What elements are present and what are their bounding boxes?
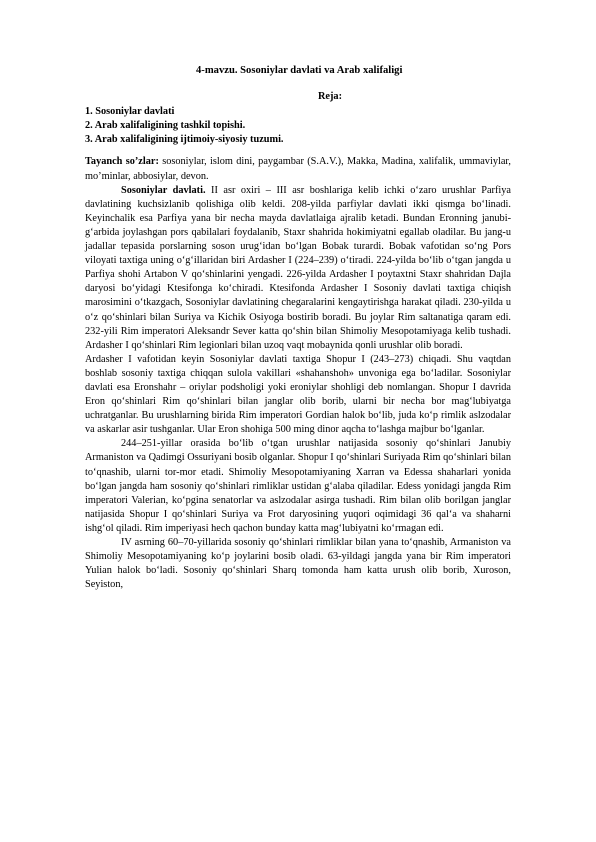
- plan-item: 2. Arab xalifaligining tashkil topishi.: [85, 120, 246, 132]
- body-paragraph: [85, 536, 511, 592]
- paragraph-text: IV asrning 60–70-yillarida sosoniy qo‘shinlari rimliklar bilan yana to‘qnashib, Armaniston va Shimoliy Mesopotamiyaning ko‘p joylarini bosib oladi. 63-yildagi jangda yana bir Rim imperatori Yulian halok bo‘ladi. Sosoniy qo‘shinlari Sharq tomonda ham katta urush olib borib, Xuroson, Seyiston,: [85, 537, 511, 591]
- body-paragraph: [85, 184, 511, 353]
- body-paragraph: [85, 353, 511, 438]
- keywords-text: sosoniylar, islom dini, paygambar (S.A.V.), Makka, Madina, xalifalik, ummaviylar, mo’minlar, abbosiylar, devon.: [85, 156, 511, 182]
- keywords-label: Tayanch so’zlar:: [85, 156, 159, 168]
- plan-item: 3. Arab xalifaligining ijtimoiy-siyosiy tuzumi.: [85, 134, 284, 146]
- plan-item: 1. Sosoniylar davlati: [85, 106, 175, 118]
- paragraph-text: Ardasher I vafotidan keyin Sosoniylar davlati taxtiga Shopur I (243–273) chiqadi. Shu vaqtdan boshlab sosoniy taxtiga chiqqan sulola vakillari «shahanshoh» unvoniga ega bo‘ladilar. Sosoniylar davlati esa Eronshahr – oriylar podsholigi yoki eroniylar shohligi deb nomlangan. Shopur I davrida Eron qo‘shinlari Rim qo‘shinlari bilan janglar olib borib, ularni bir necha bor mag‘lubiyatga uchratganlar. Bu urushlarning birida Rim imperatori Gordian halok bo‘lib, juda ko‘p rimlik aslzodalar va askarlar asir tushganlar. Ular Eron shohiga 500 ming dinor aqcha to‘lashga majbur bo‘lganlar.: [85, 353, 511, 436]
- section-lead: Sosoniylar davlati.: [121, 184, 206, 196]
- paragraph-text: 244–251-yillar orasida bo‘lib o‘tgan urushlar natijasida sosoniy qo‘shinlari Janubiy Armaniston va Qadimgi Ossuriyani bosib olganlar. Shopur I qo‘shinlari Suriyada Rim qo‘shinlari bilan to‘qnashib, ularni tor-mor etadi. Shimoliy Mesopotamiyaning Xarran va Edessa shaharlari yonida bo‘lgan jangda ham sosoniy qo‘shinlari rimliklar ustidan g‘alaba qiladilar. Edess yonidagi jangda Rim imperatori Valerian, ko‘pgina senatorlar va aslzodalar asirga tushadi. Rim bilan olib borilgan janglar natijasida Shopur I qo‘shinlari Suriya va Frot daryosining yuqori oqimidagi 36 qal‘a va shaharni ishg‘ol qiladi. Rim imperiyasi hech qachon bunday katta mag‘lubiyatni ko‘rmagan edi.: [85, 438, 511, 534]
- keywords-paragraph: [85, 155, 511, 183]
- body-paragraph: [85, 437, 511, 536]
- plan-list: [85, 105, 511, 147]
- document-title: 4-mavzu. Sosoniylar davlati va Arab xalifaligi: [196, 65, 403, 76]
- plan-heading: Reja:: [318, 91, 343, 103]
- paragraph-text: II asr oxiri – III asr boshlariga kelib ichki o‘zaro urushlar Parfiya davlatining kuchsizlanib qolishiga olib keldi. 208-yilda parfiylar davlati ikki qismga bo‘linadi. Keyinchalik esa Parfiya yana bir necha mayda davlatlaiga ajralib ketadi. Bundan Eronning janubi-g‘arbida joylashgan pors qabilalari foydalanib, Staxr shahrida hokimiyatni egallab oladilar. Bu jang-u jadallar tepasida porslarning soson urug‘idan bo‘lgan Bobak turardi. Bobak vafotidan so‘ng Pors viloyati taxtiga uning o‘g‘illaridan biri Ardasher I (224–239) o‘tiradi. 224-yilda bo‘lib o‘tgan jangda u Parfiya shohi Artabon V qo‘shinlarini yengadi. 226-yilda Ardasher I poytaxtni Staxr shahridan Dajla daryosi bo‘yidagi Ktesifonga ko‘chiradi. Ktesifonda Ardasher I Sosoniy davlati taxtiga chiqish marosimini o‘tkazgach, Sosoniylar davlatining chegaralarini kengaytirishga harakat qiladi. 230-yilda u o‘z qo‘shinlari bilan Suriya va Kichik Osiyoga bostirib boradi. Bu joylar Rim saltanatiga qaram edi. 232-yili Rim imperatori Aleksandr Sever katta qo‘shin bilan Shimoliy Mesopotamiyaga kelib tushadi. Ardasher I qo‘shinlari Rim legionlari bilan uzoq vaqt mobaynida qonli urushlar olib boradi.: [85, 184, 511, 351]
